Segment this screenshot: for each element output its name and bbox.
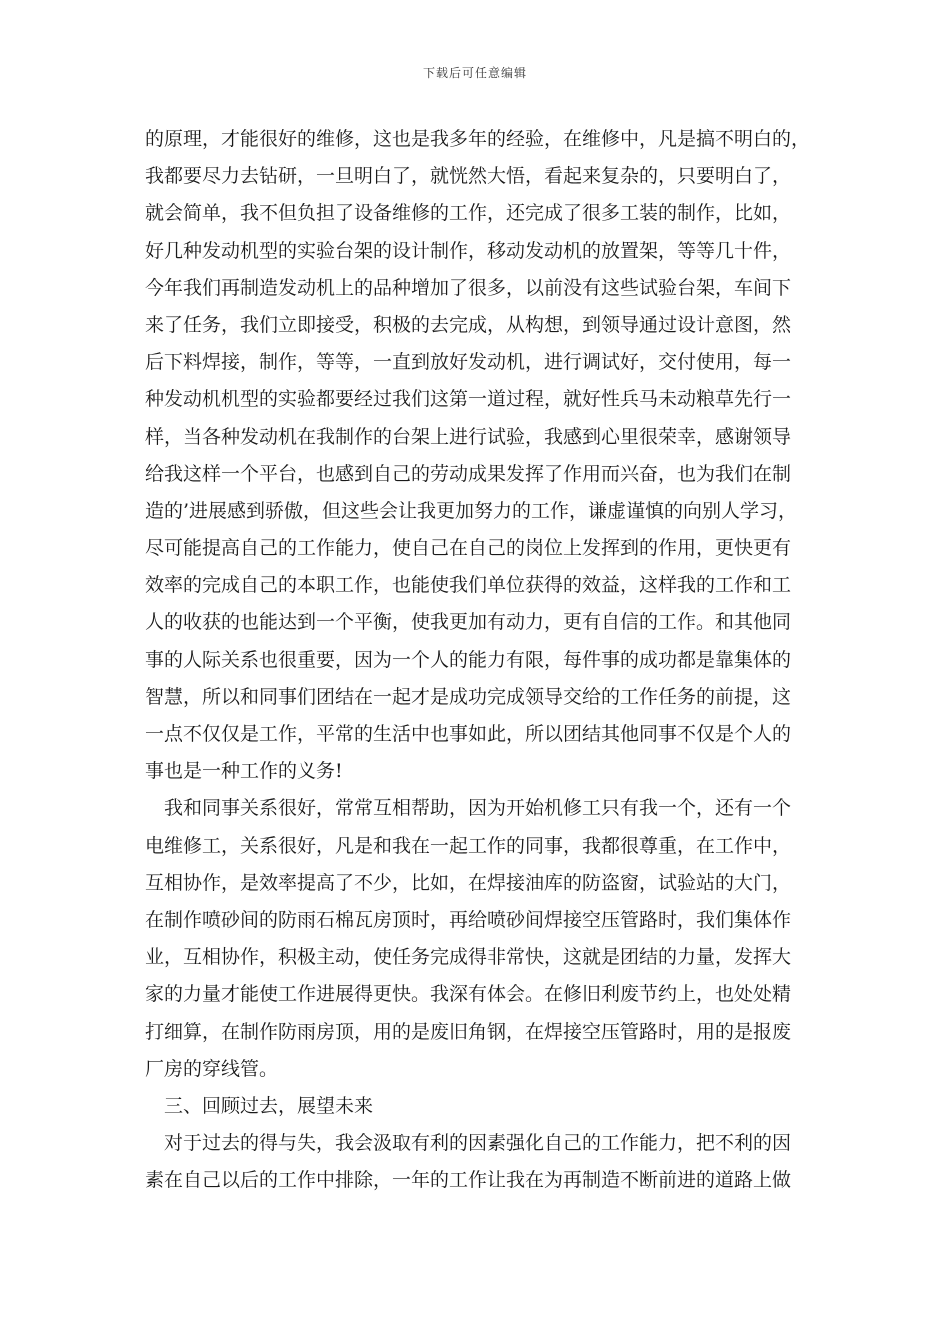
text-line: 互相协作，是效率提高了不少，比如，在焊接油库的防盗窗，试验站的大门， [145,871,792,894]
text-line: 业，互相协作，积极主动，使任务完成得非常快，这就是团结的力量，发挥大 [145,946,792,969]
text-line: 素在自己以后的工作中排除，一年的工作让我在为再制造不断前进的道路上做 [145,1169,792,1192]
section-heading: 三、回顾过去，展望未来 [145,1094,374,1117]
page-header: 下载后可任意编辑 [422,66,527,80]
text-line: 电维修工，关系很好，凡是和我在一起工作的同事，我都很尊重，在工作中， [145,834,792,857]
text-line: 人的收获的也能达到一个平衡，使我更加有动力，更有自信的工作。和其他同 [145,611,792,634]
text-line: 家的力量才能使工作进展得更快。我深有体会。在修旧利废节约上，也处处精 [145,983,792,1006]
text-line: 我和同事关系很好，常常互相帮助，因为开始机修工只有我一个，还有一个 [145,797,792,820]
text-line: 我都要尽力去钻研，一旦明白了，就恍然大悟，看起来复杂的，只要明白了， [145,165,792,188]
text-line: 尽可能提高自己的工作能力，使自己在自己的岗位上发挥到的作用，更快更有 [145,537,792,560]
text-line: 对于过去的得与失，我会汲取有利的因素强化自己的工作能力，把不利的因 [145,1132,792,1155]
text-line: 事也是一种工作的义务! [145,760,343,783]
text-line: 种发动机机型的实验都要经过我们这第一道过程，就好性兵马未动粮草先行一 [145,388,792,411]
text-line: 好几种发动机型的实验台架的设计制作，移动发动机的放置架，等等几十件， [145,239,792,262]
text-line: 效率的完成自己的本职工作，也能使我们单位获得的效益，这样我的工作和工 [145,574,792,597]
text-line: 样，当各种发动机在我制作的台架上进行试验，我感到心里很荣幸，感谢领导 [145,425,792,448]
text-line: 在制作喷砂间的防雨石棉瓦房顶时，再给喷砂间焊接空压管路时，我们集体作 [145,908,792,931]
document-body [145,121,815,1199]
text-line: 厂房的穿线管。 [145,1057,279,1080]
text-line: 的原理，才能很好的维修，这也是我多年的经验，在维修中，凡是搞不明白的， [145,128,811,150]
text-line: 就会简单，我不但负担了设备维修的工作，还完成了很多工装的制作，比如， [145,202,792,225]
text-line: 今年我们再制造发动机上的品种增加了很多，以前没有这些试验台架，车间下 [145,276,792,299]
text-line: 打细算，在制作防雨房顶，用的是废旧角钢，在焊接空压管路时，用的是报废 [145,1020,792,1043]
text-line: 后下料焊接，制作，等等，一直到放好发动机，进行调试好，交付使用，每一 [145,351,792,374]
text-line: 来了任务，我们立即接受，积极的去完成，从构想，到领导通过设计意图，然 [145,313,792,336]
text-line: 智慧，所以和同事们团结在一起才是成功完成领导交给的工作任务的前提，这 [145,685,792,708]
text-line: 一点不仅仅是工作，平常的生活中也事如此，所以团结其他同事不仅是个人的 [145,723,792,745]
text-line: 造的’进展感到骄傲，但这些会让我更加努力的工作，谦虚谨慎的向别人学习， [145,499,798,522]
text-line: 事的人际关系也很重要，因为一个人的能力有限，每件事的成功都是靠集体的 [145,648,792,671]
text-line: 给我这样一个平台，也感到自己的劳动成果发挥了作用而兴奋，也为我们在制 [145,462,792,485]
